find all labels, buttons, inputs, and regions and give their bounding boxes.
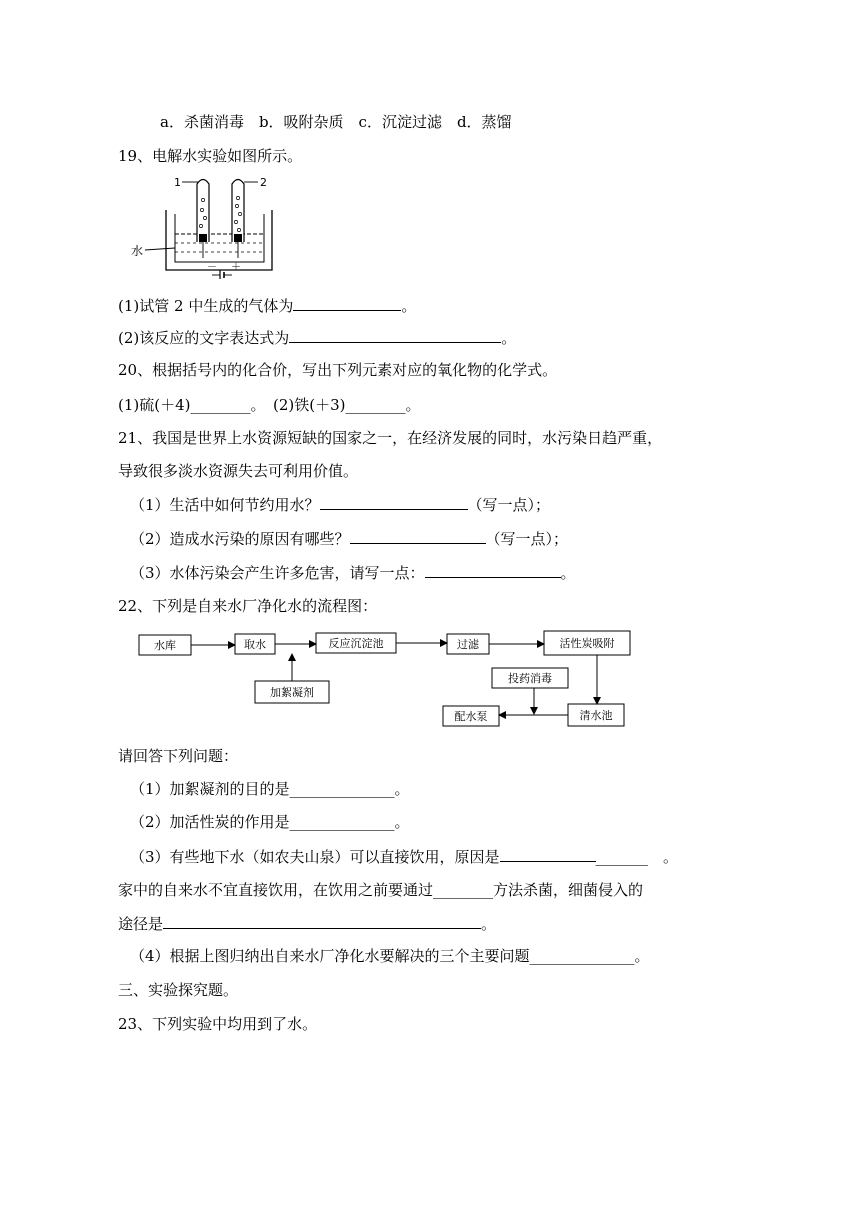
plus-sign: ＋ [231,262,241,273]
q19-part2: (2)该反应的文字表达式为 。 [118,329,517,347]
q21-stem-1: 21、我国是世界上水资源短缺的国家之一，在经济发展的同时，水污染日趋严重， [118,429,663,447]
q18-options: a．杀菌消毒 b．吸附杂质 c．沉淀过滤 d．蒸馏 [160,113,512,131]
label-filter: 过滤 [457,638,479,651]
label-intake: 取水 [244,638,266,651]
q19-part1: (1)试管 2 中生成的气体为 。 [118,297,417,315]
q22-part3: （3）有些地下水（如农夫山泉）可以直接饮用，原因是 _______ 。 [130,848,679,866]
q22-part3-cont: 家中的自来水不宜直接饮用，在饮用之前要通过________方法杀菌，细菌侵入的 [118,881,644,899]
label-clearpool: 清水池 [579,709,613,722]
q22-part3-route: 途径是 。 [118,915,497,933]
q21-stem-2: 导致很多淡水资源失去可利用价值。 [118,462,359,480]
label-coagulant: 加絮凝剂 [270,686,314,699]
water-label: 水 [131,244,144,258]
tube-1-label: 1 [174,176,181,189]
electrolysis-figure [128,172,280,280]
answer-blank[interactable] [500,846,596,862]
answer-blank[interactable] [350,528,486,544]
q22-prompt: 请回答下列问题： [118,747,239,765]
q22-stem: 22、下列是自来水厂净化水的流程图： [118,597,378,615]
answer-blank[interactable] [293,295,401,311]
label-carbon: 活性炭吸附 [559,637,615,650]
q23-stem: 23、下列实验中均用到了水。 [118,1015,318,1033]
q21-part3: （3）水体污染会产生许多危害，请写一点： 。 [130,564,576,582]
label-pump: 配水泵 [454,710,488,723]
tube-1 [197,180,209,243]
q22-part1: （1）加絮凝剂的目的是______________。 [130,780,410,798]
answer-blank[interactable] [425,562,561,578]
label-reservoir: 水库 [154,639,176,652]
q21-part2: （2）造成水污染的原因有哪些？ （写一点）； [130,530,569,548]
q20-line: (1)硫(＋4)________。 (2)铁(＋3)________。 [118,396,421,414]
q22-part4: （4）根据上图归纳出自来水厂净化水要解决的三个主要问题______________。 [130,947,650,965]
tube-2 [232,180,244,243]
q22-part2: （2）加活性炭的作用是______________。 [130,813,410,831]
answer-blank[interactable] [320,494,468,510]
section-3-heading: 三、实验探究题。 [118,981,239,999]
water-treatment-flowchart [134,628,634,732]
label-tank: 反应沉淀池 [328,637,384,650]
answer-blank[interactable] [163,913,481,929]
answer-blank[interactable] [289,327,501,343]
q20-stem: 20、根据括号内的化合价，写出下列元素对应的氧化物的化学式。 [118,361,558,379]
minus-sign: － [207,262,217,273]
label-disinfect: 投药消毒 [508,672,552,685]
q19-stem: 19、电解水实验如图所示。 [118,147,303,165]
tube-2-label: 2 [260,176,267,189]
q21-part1: （1）生活中如何节约用水？ （写一点）； [130,496,551,514]
